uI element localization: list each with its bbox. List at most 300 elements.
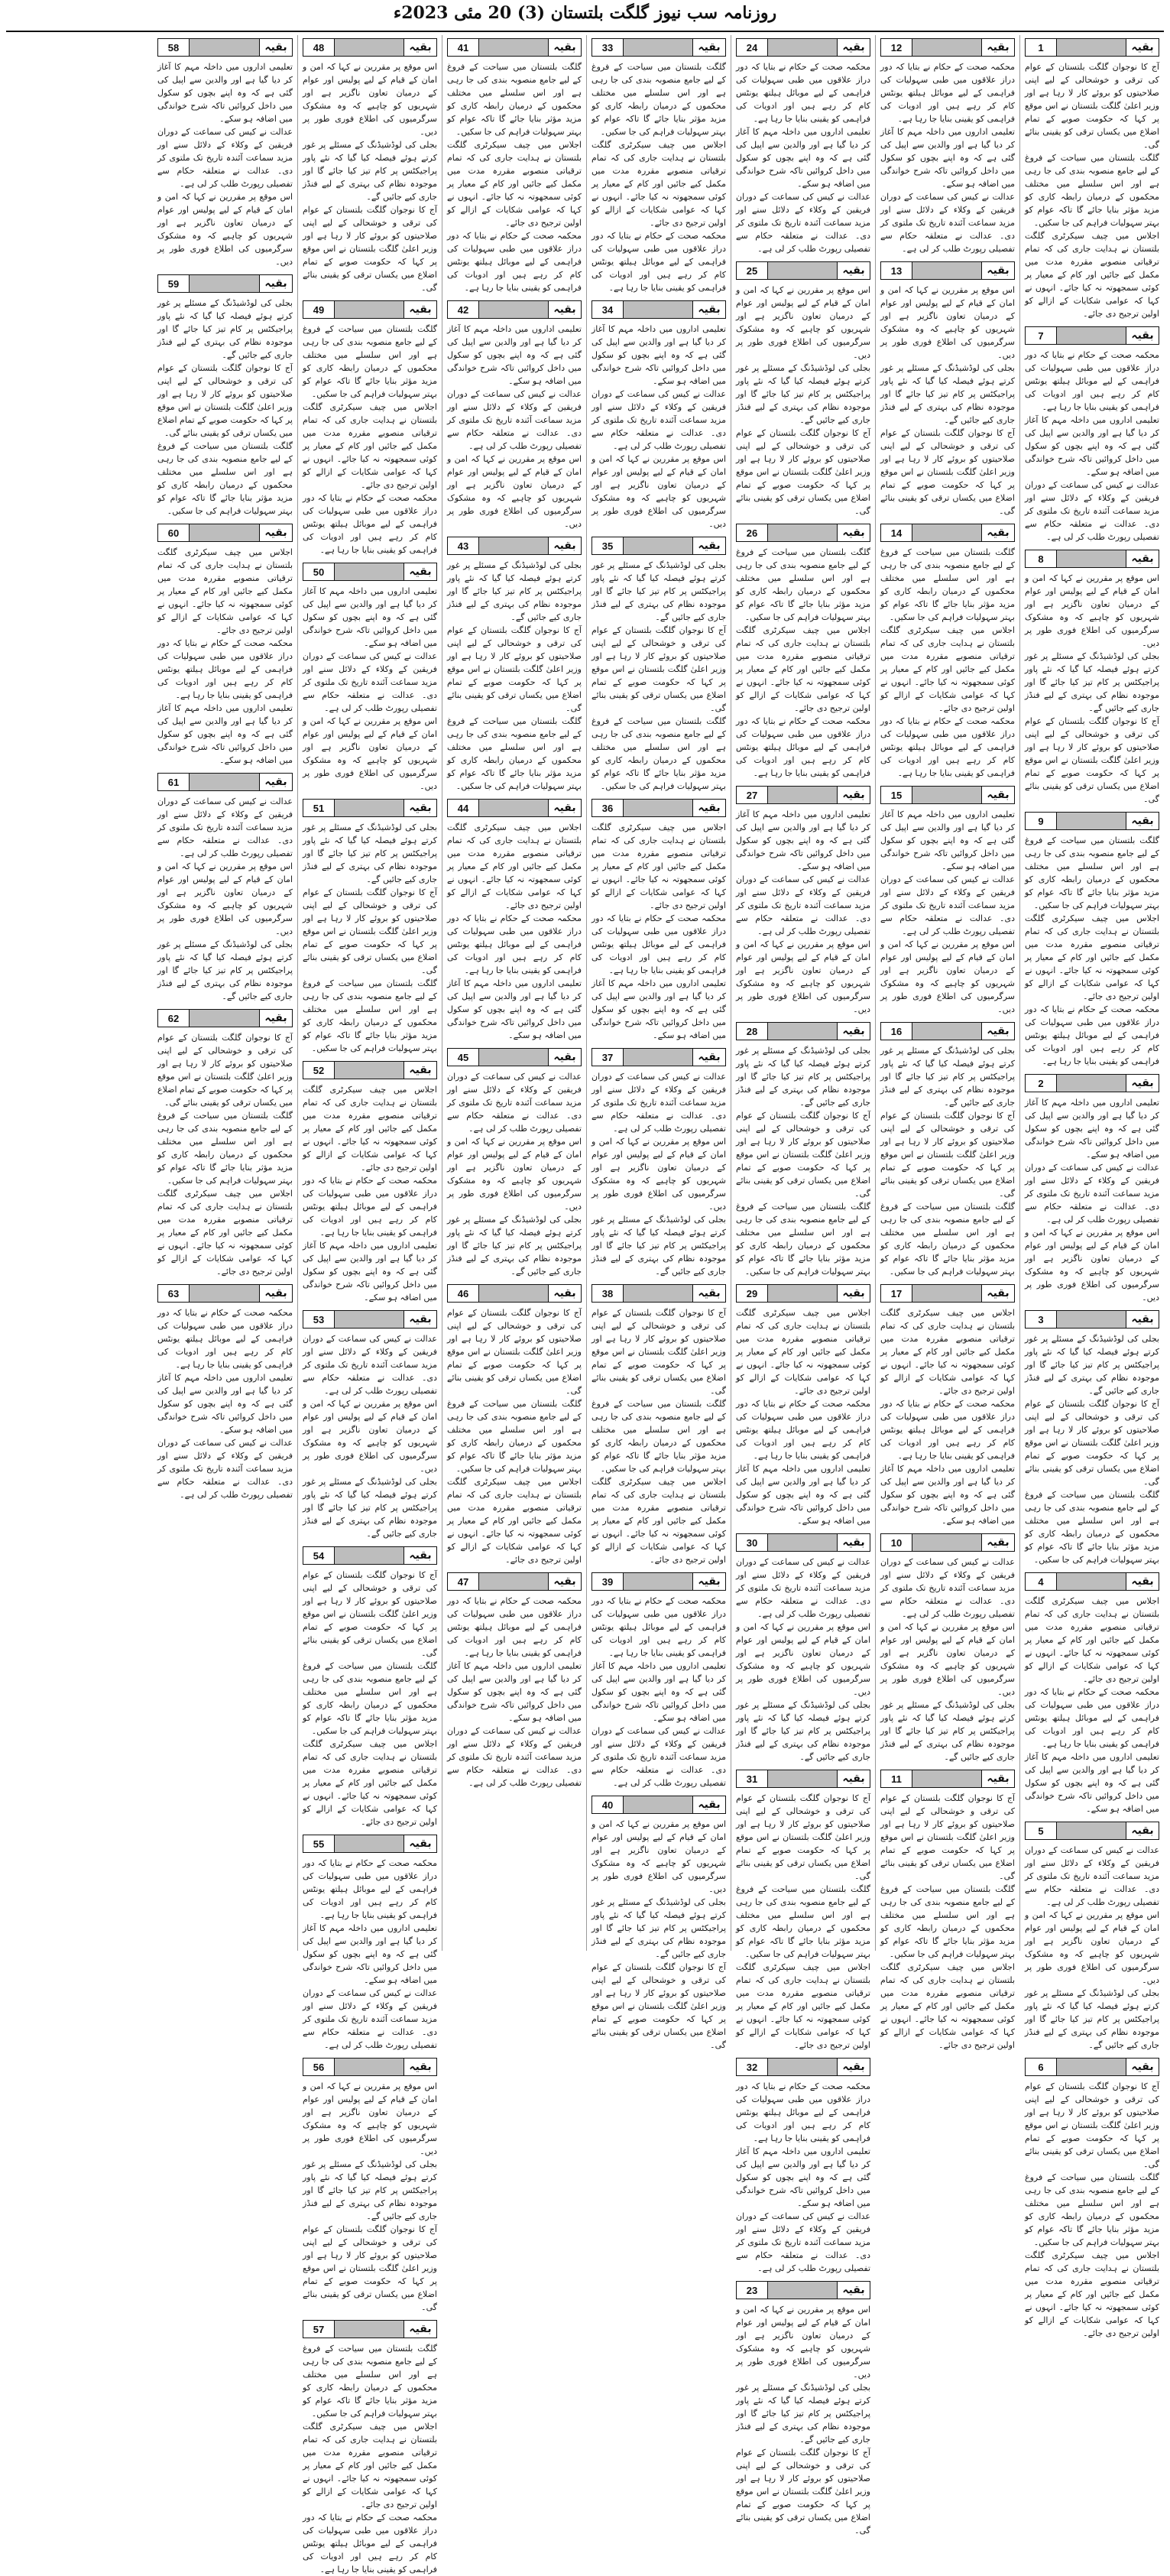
continuation-word: بقیہ bbox=[404, 800, 436, 816]
article-text: گلگت بلتستان میں سیاحت کے فروغ کے لیے جامع منصوبہ بندی کی جا رہی ہے اور اس سلسلے میں مختلف محکموں کے درمیان رابطہ کاری کو مزید مؤثر بنایا جائے گا تاکہ عوام کو بہتر سہولیات فراہم کی جا سکیں۔ bbox=[591, 1399, 726, 1474]
continuation-item bbox=[157, 524, 293, 767]
article-text: تعلیمی اداروں میں داخلہ مہم کا آغاز کر دیا گیا ہے اور والدین سے اپیل کی گئی ہے کہ وہ اپنے بچوں کو سکول میں داخل کروائیں تاکہ شرح خواندگی میں اضافہ ہو سکے۔ bbox=[1025, 1098, 1159, 1160]
continuation-number: 25 bbox=[737, 262, 768, 279]
continuation-number: 5 bbox=[1026, 1822, 1057, 1839]
article-text: اس موقع پر مقررین نے کہا کہ امن و امان کے قیام کے لیے پولیس اور عوام کے درمیان تعاون ناگزیر ہے اور شہریوں کو چاہیے کہ وہ مشکوک سرگرمیوں کی اطلاع فوری طور پر دیں۔ bbox=[736, 285, 870, 360]
article-text: بجلی کی لوڈشیڈنگ کے مسئلے پر غور کرتے ہوئے فیصلہ کیا گیا کہ نئے پاور پراجیکٹس پر کام تیز کیا جائے گا اور موجودہ نظام کی بہتری کے لیے فنڈز جاری کیے جائیں گے۔ bbox=[736, 2383, 870, 2445]
continuation-item bbox=[591, 1572, 726, 1789]
continuation-word: بقیہ bbox=[981, 1534, 1014, 1551]
article-text: گلگت بلتستان میں سیاحت کے فروغ کے لیے جامع منصوبہ بندی کی جا رہی ہے اور اس سلسلے میں مختلف محکموں کے درمیان رابطہ کاری کو مزید مؤثر بنایا جائے گا تاکہ عوام کو بہتر سہولیات فراہم کی جا سکیں۔ bbox=[736, 1884, 870, 1959]
continuation-number: 38 bbox=[592, 1285, 624, 1302]
article-text: آج کا نوجوان گلگت بلتستان کے عوام کی ترقی و خوشحالی کے لیے اپنی صلاحیتوں کو بروئے کار لا رہا ہے اور وزیر اعلیٰ گلگت بلتستان نے اس موقع پر کہا کہ حکومت صوبے کے تمام اضلاع میں یکساں ترقی کو یقینی بنائے گی۔ bbox=[736, 1793, 870, 1881]
continuation-item bbox=[303, 1546, 437, 1828]
continuation-word: بقیہ bbox=[837, 1770, 870, 1787]
continuation-number: 13 bbox=[881, 262, 912, 279]
continuation-number: 8 bbox=[1026, 550, 1057, 567]
article-text: محکمہ صحت کے حکام نے بتایا کہ دور دراز علاقوں میں طبی سہولیات کی فراہمی کے لیے موبائل ہیلتھ یونٹس کام کر رہے ہیں اور ادویات کی فراہمی کو یقینی بنایا جا رہا ہے۔ bbox=[736, 1399, 870, 1461]
column-6 bbox=[297, 35, 442, 2574]
continuation-word: بقیہ bbox=[259, 275, 292, 292]
continuation-item bbox=[1025, 1572, 1159, 1815]
continuation-word: بقیہ bbox=[981, 1023, 1014, 1040]
article-text: اس موقع پر مقررین نے کہا کہ امن و امان کے قیام کے لیے پولیس اور عوام کے درمیان تعاون ناگزیر ہے اور شہریوں کو چاہیے کہ وہ مشکوک سرگرمیوں کی اطلاع فوری طور پر دیں۔ bbox=[1025, 1910, 1159, 1985]
article-text: آج کا نوجوان گلگت بلتستان کے عوام کی ترقی و خوشحالی کے لیے اپنی صلاحیتوں کو بروئے کار لا رہا ہے اور وزیر اعلیٰ گلگت بلتستان نے اس موقع پر کہا کہ حکومت صوبے کے تمام اضلاع میں یکساں ترقی کو یقینی بنائے گی۔ bbox=[880, 1111, 1015, 1199]
article-text: گلگت بلتستان میں سیاحت کے فروغ کے لیے جامع منصوبہ بندی کی جا رہی ہے اور اس سلسلے میں مختلف محکموں کے درمیان رابطہ کاری کو مزید مؤثر بنایا جائے گا تاکہ عوام کو بہتر سہولیات فراہم کی جا سکیں۔ bbox=[880, 1202, 1015, 1277]
article-text: تعلیمی اداروں میں داخلہ مہم کا آغاز کر دیا گیا ہے اور والدین سے اپیل کی گئی ہے کہ وہ اپنے بچوں کو سکول میں داخل کروائیں تاکہ شرح خواندگی میں اضافہ ہو سکے۔ bbox=[1025, 1752, 1159, 1814]
continuation-number: 61 bbox=[158, 774, 190, 790]
article-text: گلگت بلتستان میں سیاحت کے فروغ کے لیے جامع منصوبہ بندی کی جا رہی ہے اور اس سلسلے میں مختلف محکموں کے درمیان رابطہ کاری کو مزید مؤثر بنایا جائے گا تاکہ عوام کو بہتر سہولیات فراہم کی جا سکیں۔ bbox=[591, 716, 726, 791]
continuation-item bbox=[591, 1284, 726, 1566]
label-shade-bar bbox=[335, 1062, 404, 1079]
article-text: تعلیمی اداروں میں داخلہ مہم کا آغاز کر دیا گیا ہے اور والدین سے اپیل کی گئی ہے کہ وہ اپنے بچوں کو سکول میں داخل کروائیں تاکہ شرح خواندگی میں اضافہ ہو سکے۔ bbox=[880, 809, 1015, 871]
article-text: گلگت بلتستان میں سیاحت کے فروغ کے لیے جامع منصوبہ بندی کی جا رہی ہے اور اس سلسلے میں مختلف محکموں کے درمیان رابطہ کاری کو مزید مؤثر بنایا جائے گا تاکہ عوام کو بہتر سہولیات فراہم کی جا سکیں۔ bbox=[736, 547, 870, 622]
continuation-label bbox=[880, 524, 1015, 542]
article-text: گلگت بلتستان میں سیاحت کے فروغ کے لیے جامع منصوبہ بندی کی جا رہی ہے اور اس سلسلے میں مختلف محکموں کے درمیان رابطہ کاری کو مزید مؤثر بنایا جائے گا تاکہ عوام کو بہتر سہولیات فراہم کی جا سکیں۔ bbox=[447, 716, 582, 791]
continuation-number: 3 bbox=[1026, 1311, 1057, 1328]
continuation-item bbox=[591, 799, 726, 1042]
continuation-word: بقیہ bbox=[404, 1547, 436, 1564]
label-shade-bar bbox=[624, 301, 692, 318]
label-shade-bar bbox=[479, 800, 548, 816]
continuation-word: بقیہ bbox=[837, 39, 870, 56]
article-text: عدالت نے کیس کی سماعت کے دوران فریقین کے وکلاء کے دلائل سنے اور مزید سماعت آئندہ تاریخ تک ملتوی کر دی۔ عدالت نے متعلقہ حکام سے تفصیلی رپورٹ طلب کر لی ہے۔ bbox=[157, 796, 293, 858]
continuation-number: 45 bbox=[448, 1049, 479, 1066]
label-shade-bar bbox=[624, 1573, 692, 1590]
continuation-item bbox=[591, 1796, 726, 2052]
continuation-word: بقیہ bbox=[692, 1049, 725, 1066]
continuation-word: بقیہ bbox=[692, 537, 725, 554]
article-text: تعلیمی اداروں میں داخلہ مہم کا آغاز کر دیا گیا ہے اور والدین سے اپیل کی گئی ہے کہ وہ اپنے بچوں کو سکول میں داخل کروائیں تاکہ شرح خواندگی میں اضافہ ہو سکے۔ bbox=[157, 703, 293, 765]
continuation-word: بقیہ bbox=[259, 1010, 292, 1027]
continuation-item bbox=[736, 38, 870, 255]
continuation-word: بقیہ bbox=[692, 1796, 725, 1813]
article-text: عدالت نے کیس کی سماعت کے دوران فریقین کے وکلاء کے دلائل سنے اور مزید سماعت آئندہ تاریخ تک ملتوی کر دی۔ عدالت نے متعلقہ حکام سے تفصیلی رپورٹ طلب کر لی ہے۔ bbox=[447, 389, 582, 451]
continuation-word: بقیہ bbox=[692, 800, 725, 816]
label-shade-bar bbox=[1057, 1311, 1126, 1328]
article-text: گلگت بلتستان میں سیاحت کے فروغ کے لیے جامع منصوبہ بندی کی جا رہی ہے اور اس سلسلے میں مختلف محکموں کے درمیان رابطہ کاری کو مزید مؤثر بنایا جائے گا تاکہ عوام کو بہتر سہولیات فراہم کی جا سکیں۔ bbox=[1025, 2172, 1159, 2247]
continuation-label bbox=[303, 2058, 437, 2076]
article-text: تعلیمی اداروں میں داخلہ مہم کا آغاز کر دیا گیا ہے اور والدین سے اپیل کی گئی ہے کہ وہ اپنے بچوں کو سکول میں داخل کروائیں تاکہ شرح خواندگی میں اضافہ ہو سکے۔ bbox=[303, 586, 437, 648]
article-text: تعلیمی اداروں میں داخلہ مہم کا آغاز کر دیا گیا ہے اور والدین سے اپیل کی گئی ہے کہ وہ اپنے بچوں کو سکول میں داخل کروائیں تاکہ شرح خواندگی میں اضافہ ہو سکے۔ bbox=[303, 1923, 437, 1985]
article-text: عدالت نے کیس کی سماعت کے دوران فریقین کے وکلاء کے دلائل سنے اور مزید سماعت آئندہ تاریخ تک ملتوی کر دی۔ عدالت نے متعلقہ حکام سے تفصیلی رپورٹ طلب کر لی ہے۔ bbox=[303, 1334, 437, 1396]
label-shade-bar bbox=[912, 1770, 981, 1787]
continuation-number: 34 bbox=[592, 301, 624, 318]
label-shade-bar bbox=[1057, 550, 1126, 567]
continuation-item bbox=[303, 300, 437, 556]
continuation-word: بقیہ bbox=[837, 787, 870, 803]
continuation-number: 14 bbox=[881, 524, 912, 541]
continuation-item bbox=[1025, 38, 1159, 320]
article-text: محکمہ صحت کے حکام نے بتایا کہ دور دراز علاقوں میں طبی سہولیات کی فراہمی کے لیے موبائل ہیلتھ یونٹس کام کر رہے ہیں اور ادویات کی فراہمی کو یقینی بنایا جا رہا ہے۔ bbox=[303, 1176, 437, 1238]
article-text: اجلاس میں چیف سیکرٹری گلگت بلتستان نے ہدایت جاری کی کہ تمام ترقیاتی منصوبے مقررہ مدت میں مکمل کیے جائیں اور کام کے معیار پر کوئی سمجھوتہ نہ کیا جائے۔ انہوں نے کہا کہ عوامی شکایات کے ازالے کو اولین ترجیح دی جائے۔ bbox=[880, 1308, 1015, 1396]
article-text: محکمہ صحت کے حکام نے بتایا کہ دور دراز علاقوں میں طبی سہولیات کی فراہمی کے لیے موبائل ہیلتھ یونٹس کام کر رہے ہیں اور ادویات کی فراہمی کو یقینی بنایا جا رہا ہے۔ bbox=[1025, 1687, 1159, 1749]
continuation-number: 29 bbox=[737, 1285, 768, 1302]
article-text: اجلاس میں چیف سیکرٹری گلگت بلتستان نے ہدایت جاری کی کہ تمام ترقیاتی منصوبے مقررہ مدت میں مکمل کیے جائیں اور کام کے معیار پر کوئی سمجھوتہ نہ کیا جائے۔ انہوں نے کہا کہ عوامی شکایات کے ازالے کو اولین ترجیح دی جائے۔ bbox=[157, 1189, 293, 1277]
article-text: تعلیمی اداروں میں داخلہ مہم کا آغاز کر دیا گیا ہے اور والدین سے اپیل کی گئی ہے کہ وہ اپنے بچوں کو سکول میں داخل کروائیں تاکہ شرح خواندگی میں اضافہ ہو سکے۔ bbox=[1025, 415, 1159, 477]
continuation-item bbox=[447, 799, 582, 1042]
continuation-label bbox=[303, 38, 437, 57]
continuation-label bbox=[157, 1284, 293, 1303]
continuation-item bbox=[880, 38, 1015, 255]
label-shade-bar bbox=[768, 2059, 837, 2075]
continuation-item bbox=[1025, 1310, 1159, 1566]
article-text: بجلی کی لوڈشیڈنگ کے مسئلے پر غور کرتے ہوئے فیصلہ کیا گیا کہ نئے پاور پراجیکٹس پر کام تیز کیا جائے گا اور موجودہ نظام کی بہتری کے لیے فنڈز جاری کیے جائیں گے۔ bbox=[303, 2159, 437, 2221]
label-shade-bar bbox=[479, 1285, 548, 1302]
label-shade-bar bbox=[1057, 1822, 1126, 1839]
label-shade-bar bbox=[335, 1835, 404, 1852]
label-shade-bar bbox=[190, 1010, 259, 1027]
article-text: عدالت نے کیس کی سماعت کے دوران فریقین کے وکلاء کے دلائل سنے اور مزید سماعت آئندہ تاریخ تک ملتوی کر دی۔ عدالت نے متعلقہ حکام سے تفصیلی رپورٹ طلب کر لی ہے۔ bbox=[736, 192, 870, 254]
article-text: عدالت نے کیس کی سماعت کے دوران فریقین کے وکلاء کے دلائل سنے اور مزید سماعت آئندہ تاریخ تک ملتوی کر دی۔ عدالت نے متعلقہ حکام سے تفصیلی رپورٹ طلب کر لی ہے۔ bbox=[303, 651, 437, 713]
article-text: اجلاس میں چیف سیکرٹری گلگت بلتستان نے ہدایت جاری کی کہ تمام ترقیاتی منصوبے مقررہ مدت میں مکمل کیے جائیں اور کام کے معیار پر کوئی سمجھوتہ نہ کیا جائے۔ انہوں نے کہا کہ عوامی شکایات کے ازالے کو اولین ترجیح دی جائے۔ bbox=[736, 1962, 870, 2050]
continuation-label bbox=[591, 38, 726, 57]
article-text: گلگت بلتستان میں سیاحت کے فروغ کے لیے جامع منصوبہ بندی کی جا رہی ہے اور اس سلسلے میں مختلف محکموں کے درمیان رابطہ کاری کو مزید مؤثر بنایا جائے گا تاکہ عوام کو بہتر سہولیات فراہم کی جا سکیں۔ bbox=[303, 324, 437, 399]
label-shade-bar bbox=[335, 2321, 404, 2338]
continuation-item bbox=[1025, 1822, 1159, 2052]
article-text: اجلاس میں چیف سیکرٹری گلگت بلتستان نے ہدایت جاری کی کہ تمام ترقیاتی منصوبے مقررہ مدت میں مکمل کیے جائیں اور کام کے معیار پر کوئی سمجھوتہ نہ کیا جائے۔ انہوں نے کہا کہ عوامی شکایات کے ازالے کو اولین ترجیح دی جائے۔ bbox=[880, 1962, 1015, 2050]
article-text: گلگت بلتستان میں سیاحت کے فروغ کے لیے جامع منصوبہ بندی کی جا رہی ہے اور اس سلسلے میں مختلف محکموں کے درمیان رابطہ کاری کو مزید مؤثر بنایا جائے گا تاکہ عوام کو بہتر سہولیات فراہم کی جا سکیں۔ bbox=[447, 1399, 582, 1474]
article-text: بجلی کی لوڈشیڈنگ کے مسئلے پر غور کرتے ہوئے فیصلہ کیا گیا کہ نئے پاور پراجیکٹس پر کام تیز کیا جائے گا اور موجودہ نظام کی بہتری کے لیے فنڈز جاری کیے جائیں گے۔ bbox=[880, 1700, 1015, 1762]
article-text: اس موقع پر مقررین نے کہا کہ امن و امان کے قیام کے لیے پولیس اور عوام کے درمیان تعاون ناگزیر ہے اور شہریوں کو چاہیے کہ وہ مشکوک سرگرمیوں کی اطلاع فوری طور پر دیں۔ bbox=[157, 861, 293, 936]
continuation-word: بقیہ bbox=[1126, 1573, 1159, 1590]
article-text: بجلی کی لوڈشیڈنگ کے مسئلے پر غور کرتے ہوئے فیصلہ کیا گیا کہ نئے پاور پراجیکٹس پر کام تیز کیا جائے گا اور موجودہ نظام کی بہتری کے لیے فنڈز جاری کیے جائیں گے۔ bbox=[303, 822, 437, 884]
article-text: گلگت بلتستان میں سیاحت کے فروغ کے لیے جامع منصوبہ بندی کی جا رہی ہے اور اس سلسلے میں مختلف محکموں کے درمیان رابطہ کاری کو مزید مؤثر بنایا جائے گا تاکہ عوام کو بہتر سہولیات فراہم کی جا سکیں۔ bbox=[880, 1884, 1015, 1959]
continuation-word: بقیہ bbox=[1126, 1822, 1159, 1839]
article-text: بجلی کی لوڈشیڈنگ کے مسئلے پر غور کرتے ہوئے فیصلہ کیا گیا کہ نئے پاور پراجیکٹس پر کام تیز کیا جائے گا اور موجودہ نظام کی بہتری کے لیے فنڈز جاری کیے جائیں گے۔ bbox=[303, 140, 437, 202]
article-text: اجلاس میں چیف سیکرٹری گلگت بلتستان نے ہدایت جاری کی کہ تمام ترقیاتی منصوبے مقررہ مدت میں مکمل کیے جائیں اور کام کے معیار پر کوئی سمجھوتہ نہ کیا جائے۔ انہوں نے کہا کہ عوامی شکایات کے ازالے کو اولین ترجیح دی جائے۔ bbox=[447, 1477, 582, 1565]
continuation-word: بقیہ bbox=[981, 524, 1014, 541]
article-text: اجلاس میں چیف سیکرٹری گلگت بلتستان نے ہدایت جاری کی کہ تمام ترقیاتی منصوبے مقررہ مدت میں مکمل کیے جائیں اور کام کے معیار پر کوئی سمجھوتہ نہ کیا جائے۔ انہوں نے کہا کہ عوامی شکایات کے ازالے کو اولین ترجیح دی جائے۔ bbox=[447, 140, 582, 228]
column-4 bbox=[586, 35, 731, 2050]
label-shade-bar bbox=[335, 2059, 404, 2075]
article-text: عدالت نے کیس کی سماعت کے دوران فریقین کے وکلاء کے دلائل سنے اور مزید سماعت آئندہ تاریخ تک ملتوی کر دی۔ عدالت نے متعلقہ حکام سے تفصیلی رپورٹ طلب کر لی ہے۔ bbox=[736, 1557, 870, 1619]
continuation-word: بقیہ bbox=[1126, 1075, 1159, 1092]
article-text: اس موقع پر مقررین نے کہا کہ امن و امان کے قیام کے لیے پولیس اور عوام کے درمیان تعاون ناگزیر ہے اور شہریوں کو چاہیے کہ وہ مشکوک سرگرمیوں کی اطلاع فوری طور پر دیں۔ bbox=[1025, 573, 1159, 648]
continuation-word: بقیہ bbox=[837, 2282, 870, 2299]
article-text: آج کا نوجوان گلگت بلتستان کے عوام کی ترقی و خوشحالی کے لیے اپنی صلاحیتوں کو بروئے کار لا رہا ہے اور وزیر اعلیٰ گلگت بلتستان نے اس موقع پر کہا کہ حکومت صوبے کے تمام اضلاع میں یکساں ترقی کو یقینی بنائے گی۔ bbox=[303, 205, 437, 293]
continuation-number: 47 bbox=[448, 1573, 479, 1590]
continuation-number: 63 bbox=[158, 1285, 190, 1302]
article-text: آج کا نوجوان گلگت بلتستان کے عوام کی ترقی و خوشحالی کے لیے اپنی صلاحیتوں کو بروئے کار لا رہا ہے اور وزیر اعلیٰ گلگت بلتستان نے اس موقع پر کہا کہ حکومت صوبے کے تمام اضلاع میں یکساں ترقی کو یقینی بنائے گی۔ bbox=[303, 1570, 437, 1658]
continuation-number: 7 bbox=[1026, 327, 1057, 344]
continuation-item bbox=[1025, 1074, 1159, 1304]
continuation-number: 46 bbox=[448, 1285, 479, 1302]
continuation-label bbox=[736, 786, 870, 804]
continuation-item bbox=[447, 537, 582, 793]
article-text: محکمہ صحت کے حکام نے بتایا کہ دور دراز علاقوں میں طبی سہولیات کی فراہمی کے لیے موبائل ہیلتھ یونٹس کام کر رہے ہیں اور ادویات کی فراہمی کو یقینی بنایا جا رہا ہے۔ bbox=[447, 231, 582, 293]
continuation-number: 51 bbox=[303, 800, 335, 816]
continuation-number: 24 bbox=[737, 39, 768, 56]
article-text: اس موقع پر مقررین نے کہا کہ امن و امان کے قیام کے لیے پولیس اور عوام کے درمیان تعاون ناگزیر ہے اور شہریوں کو چاہیے کہ وہ مشکوک سرگرمیوں کی اطلاع فوری طور پر دیں۔ bbox=[591, 1137, 726, 1212]
label-shade-bar bbox=[335, 39, 404, 56]
continuation-number: 26 bbox=[737, 524, 768, 541]
continuation-label bbox=[447, 1048, 582, 1066]
continuation-word: بقیہ bbox=[259, 39, 292, 56]
article-text: عدالت نے کیس کی سماعت کے دوران فریقین کے وکلاء کے دلائل سنے اور مزید سماعت آئندہ تاریخ تک ملتوی کر دی۔ عدالت نے متعلقہ حکام سے تفصیلی رپورٹ طلب کر لی ہے۔ bbox=[447, 1072, 582, 1134]
continuation-item bbox=[303, 1835, 437, 2052]
article-text: اس موقع پر مقررین نے کہا کہ امن و امان کے قیام کے لیے پولیس اور عوام کے درمیان تعاون ناگزیر ہے اور شہریوں کو چاہیے کہ وہ مشکوک سرگرمیوں کی اطلاع فوری طور پر دیں۔ bbox=[303, 2081, 437, 2156]
label-shade-bar bbox=[335, 800, 404, 816]
continuation-item bbox=[736, 524, 870, 780]
label-shade-bar bbox=[1057, 39, 1126, 56]
continuation-word: بقیہ bbox=[259, 1285, 292, 1302]
continuation-number: 6 bbox=[1026, 2059, 1057, 2075]
continuation-label bbox=[303, 300, 437, 319]
continuation-number: 15 bbox=[881, 787, 912, 803]
continuation-item bbox=[736, 1533, 870, 1763]
label-shade-bar bbox=[912, 1023, 981, 1040]
continuation-word: بقیہ bbox=[548, 800, 581, 816]
article-text: آج کا نوجوان گلگت بلتستان کے عوام کی ترقی و خوشحالی کے لیے اپنی صلاحیتوں کو بروئے کار لا رہا ہے اور وزیر اعلیٰ گلگت بلتستان نے اس موقع پر کہا کہ حکومت صوبے کے تمام اضلاع میں یکساں ترقی کو یقینی بنائے گی۔ bbox=[736, 2448, 870, 2535]
continuation-word: بقیہ bbox=[981, 787, 1014, 803]
continuation-item bbox=[303, 38, 437, 294]
article-text: آج کا نوجوان گلگت بلتستان کے عوام کی ترقی و خوشحالی کے لیے اپنی صلاحیتوں کو بروئے کار لا رہا ہے اور وزیر اعلیٰ گلگت بلتستان نے اس موقع پر کہا کہ حکومت صوبے کے تمام اضلاع میں یکساں ترقی کو یقینی بنائے گی۔ bbox=[303, 2224, 437, 2312]
label-shade-bar bbox=[479, 1573, 548, 1590]
article-text: آج کا نوجوان گلگت بلتستان کے عوام کی ترقی و خوشحالی کے لیے اپنی صلاحیتوں کو بروئے کار لا رہا ہے اور وزیر اعلیٰ گلگت بلتستان نے اس موقع پر کہا کہ حکومت صوبے کے تمام اضلاع میں یکساں ترقی کو یقینی بنائے گی۔ bbox=[1025, 62, 1159, 150]
continuation-item bbox=[591, 38, 726, 294]
continuation-label bbox=[736, 261, 870, 280]
continuation-number: 48 bbox=[303, 39, 335, 56]
article-text: بجلی کی لوڈشیڈنگ کے مسئلے پر غور کرتے ہوئے فیصلہ کیا گیا کہ نئے پاور پراجیکٹس پر کام تیز کیا جائے گا اور موجودہ نظام کی بہتری کے لیے فنڈز جاری کیے جائیں گے۔ bbox=[591, 560, 726, 622]
article-text: اجلاس میں چیف سیکرٹری گلگت بلتستان نے ہدایت جاری کی کہ تمام ترقیاتی منصوبے مقررہ مدت میں مکمل کیے جائیں اور کام کے معیار پر کوئی سمجھوتہ نہ کیا جائے۔ انہوں نے کہا کہ عوامی شکایات کے ازالے کو اولین ترجیح دی جائے۔ bbox=[1025, 231, 1159, 319]
article-text: بجلی کی لوڈشیڈنگ کے مسئلے پر غور کرتے ہوئے فیصلہ کیا گیا کہ نئے پاور پراجیکٹس پر کام تیز کیا جائے گا اور موجودہ نظام کی بہتری کے لیے فنڈز جاری کیے جائیں گے۔ bbox=[157, 939, 293, 1001]
article-text: عدالت نے کیس کی سماعت کے دوران فریقین کے وکلاء کے دلائل سنے اور مزید سماعت آئندہ تاریخ تک ملتوی کر دی۔ عدالت نے متعلقہ حکام سے تفصیلی رپورٹ طلب کر لی ہے۔ bbox=[880, 874, 1015, 936]
article-text: محکمہ صحت کے حکام نے بتایا کہ دور دراز علاقوں میں طبی سہولیات کی فراہمی کے لیے موبائل ہیلتھ یونٹس کام کر رہے ہیں اور ادویات کی فراہمی کو یقینی بنایا جا رہا ہے۔ bbox=[447, 913, 582, 975]
label-shade-bar bbox=[768, 1534, 837, 1551]
continuation-number: 62 bbox=[158, 1010, 190, 1027]
continuation-label bbox=[303, 1061, 437, 1079]
continuation-number: 59 bbox=[158, 275, 190, 292]
article-text: تعلیمی اداروں میں داخلہ مہم کا آغاز کر دیا گیا ہے اور والدین سے اپیل کی گئی ہے کہ وہ اپنے بچوں کو سکول میں داخل کروائیں تاکہ شرح خواندگی میں اضافہ ہو سکے۔ bbox=[157, 62, 293, 124]
article-text: گلگت بلتستان میں سیاحت کے فروغ کے لیے جامع منصوبہ بندی کی جا رہی ہے اور اس سلسلے میں مختلف محکموں کے درمیان رابطہ کاری کو مزید مؤثر بنایا جائے گا تاکہ عوام کو بہتر سہولیات فراہم کی جا سکیں۔ bbox=[880, 547, 1015, 622]
label-shade-bar bbox=[768, 1285, 837, 1302]
continuation-word: بقیہ bbox=[404, 1062, 436, 1079]
article-text: آج کا نوجوان گلگت بلتستان کے عوام کی ترقی و خوشحالی کے لیے اپنی صلاحیتوں کو بروئے کار لا رہا ہے اور وزیر اعلیٰ گلگت بلتستان نے اس موقع پر کہا کہ حکومت صوبے کے تمام اضلاع میں یکساں ترقی کو یقینی بنائے گی۔ bbox=[591, 1962, 726, 2050]
continuation-word: بقیہ bbox=[404, 301, 436, 318]
continuation-label bbox=[591, 1572, 726, 1591]
masthead-rule bbox=[6, 31, 1164, 32]
continuation-label bbox=[303, 799, 437, 817]
label-shade-bar bbox=[624, 39, 692, 56]
article-text: اس موقع پر مقررین نے کہا کہ امن و امان کے قیام کے لیے پولیس اور عوام کے درمیان تعاون ناگزیر ہے اور شہریوں کو چاہیے کہ وہ مشکوک سرگرمیوں کی اطلاع فوری طور پر دیں۔ bbox=[157, 192, 293, 267]
article-text: گلگت بلتستان میں سیاحت کے فروغ کے لیے جامع منصوبہ بندی کی جا رہی ہے اور اس سلسلے میں مختلف محکموں کے درمیان رابطہ کاری کو مزید مؤثر بنایا جائے گا تاکہ عوام کو بہتر سہولیات فراہم کی جا سکیں۔ bbox=[157, 441, 293, 516]
label-shade-bar bbox=[912, 1285, 981, 1302]
continuation-word: بقیہ bbox=[1126, 550, 1159, 567]
continuation-item bbox=[303, 2320, 437, 2576]
continuation-label bbox=[447, 537, 582, 555]
article-text: آج کا نوجوان گلگت بلتستان کے عوام کی ترقی و خوشحالی کے لیے اپنی صلاحیتوں کو بروئے کار لا رہا ہے اور وزیر اعلیٰ گلگت بلتستان نے اس موقع پر کہا کہ حکومت صوبے کے تمام اضلاع میں یکساں ترقی کو یقینی بنائے گی۔ bbox=[880, 1793, 1015, 1881]
continuation-number: 53 bbox=[303, 1311, 335, 1328]
continuation-number: 43 bbox=[448, 537, 479, 554]
label-shade-bar bbox=[624, 1049, 692, 1066]
continuation-number: 42 bbox=[448, 301, 479, 318]
continuation-label bbox=[591, 1796, 726, 1814]
continuation-word: بقیہ bbox=[548, 301, 581, 318]
continuation-word: بقیہ bbox=[981, 262, 1014, 279]
continuation-item bbox=[736, 1022, 870, 1278]
continuation-number: 9 bbox=[1026, 813, 1057, 829]
article-text: عدالت نے کیس کی سماعت کے دوران فریقین کے وکلاء کے دلائل سنے اور مزید سماعت آئندہ تاریخ تک ملتوی کر دی۔ عدالت نے متعلقہ حکام سے تفصیلی رپورٹ طلب کر لی ہے۔ bbox=[157, 1438, 293, 1500]
continuation-word: بقیہ bbox=[1126, 2059, 1159, 2075]
label-shade-bar bbox=[479, 39, 548, 56]
label-shade-bar bbox=[912, 262, 981, 279]
article-text: تعلیمی اداروں میں داخلہ مہم کا آغاز کر دیا گیا ہے اور والدین سے اپیل کی گئی ہے کہ وہ اپنے بچوں کو سکول میں داخل کروائیں تاکہ شرح خواندگی میں اضافہ ہو سکے۔ bbox=[157, 1373, 293, 1435]
continuation-item bbox=[880, 1022, 1015, 1278]
label-shade-bar bbox=[624, 1285, 692, 1302]
continuation-number: 23 bbox=[737, 2282, 768, 2299]
continuation-label bbox=[1025, 38, 1159, 57]
continuation-label bbox=[591, 799, 726, 817]
continuation-word: بقیہ bbox=[692, 39, 725, 56]
article-text: تعلیمی اداروں میں داخلہ مہم کا آغاز کر دیا گیا ہے اور والدین سے اپیل کی گئی ہے کہ وہ اپنے بچوں کو سکول میں داخل کروائیں تاکہ شرح خواندگی میں اضافہ ہو سکے۔ bbox=[880, 1464, 1015, 1526]
continuation-word: بقیہ bbox=[548, 1049, 581, 1066]
article-text: آج کا نوجوان گلگت بلتستان کے عوام کی ترقی و خوشحالی کے لیے اپنی صلاحیتوں کو بروئے کار لا رہا ہے اور وزیر اعلیٰ گلگت بلتستان نے اس موقع پر کہا کہ حکومت صوبے کے تمام اضلاع میں یکساں ترقی کو یقینی بنائے گی۔ bbox=[591, 1308, 726, 1396]
article-text: آج کا نوجوان گلگت بلتستان کے عوام کی ترقی و خوشحالی کے لیے اپنی صلاحیتوں کو بروئے کار لا رہا ہے اور وزیر اعلیٰ گلگت بلتستان نے اس موقع پر کہا کہ حکومت صوبے کے تمام اضلاع میں یکساں ترقی کو یقینی بنائے گی۔ bbox=[591, 625, 726, 713]
continuation-label bbox=[880, 261, 1015, 280]
continuation-number: 44 bbox=[448, 800, 479, 816]
continuation-word: بقیہ bbox=[404, 39, 436, 56]
label-shade-bar bbox=[912, 1534, 981, 1551]
article-text: اس موقع پر مقررین نے کہا کہ امن و امان کے قیام کے لیے پولیس اور عوام کے درمیان تعاون ناگزیر ہے اور شہریوں کو چاہیے کہ وہ مشکوک سرگرمیوں کی اطلاع فوری طور پر دیں۔ bbox=[447, 1137, 582, 1212]
article-text: اجلاس میں چیف سیکرٹری گلگت بلتستان نے ہدایت جاری کی کہ تمام ترقیاتی منصوبے مقررہ مدت میں مکمل کیے جائیں اور کام کے معیار پر کوئی سمجھوتہ نہ کیا جائے۔ انہوں نے کہا کہ عوامی شکایات کے ازالے کو اولین ترجیح دی جائے۔ bbox=[303, 402, 437, 490]
label-shade-bar bbox=[912, 787, 981, 803]
continuation-number: 28 bbox=[737, 1023, 768, 1040]
article-text: محکمہ صحت کے حکام نے بتایا کہ دور دراز علاقوں میں طبی سہولیات کی فراہمی کے لیے موبائل ہیلتھ یونٹس کام کر رہے ہیں اور ادویات کی فراہمی کو یقینی بنایا جا رہا ہے۔ bbox=[736, 716, 870, 778]
article-text: اس موقع پر مقررین نے کہا کہ امن و امان کے قیام کے لیے پولیس اور عوام کے درمیان تعاون ناگزیر ہے اور شہریوں کو چاہیے کہ وہ مشکوک سرگرمیوں کی اطلاع فوری طور پر دیں۔ bbox=[303, 1399, 437, 1474]
continuation-label bbox=[880, 1533, 1015, 1552]
continuation-item bbox=[736, 1770, 870, 2052]
article-text: اجلاس میں چیف سیکرٹری گلگت بلتستان نے ہدایت جاری کی کہ تمام ترقیاتی منصوبے مقررہ مدت میں مکمل کیے جائیں اور کام کے معیار پر کوئی سمجھوتہ نہ کیا جائے۔ انہوں نے کہا کہ عوامی شکایات کے ازالے کو اولین ترجیح دی جائے۔ bbox=[736, 625, 870, 713]
continuation-word: بقیہ bbox=[404, 563, 436, 580]
article-text: محکمہ صحت کے حکام نے بتایا کہ دور دراز علاقوں میں طبی سہولیات کی فراہمی کے لیے موبائل ہیلتھ یونٹس کام کر رہے ہیں اور ادویات کی فراہمی کو یقینی بنایا جا رہا ہے۔ bbox=[880, 1399, 1015, 1461]
continuation-label bbox=[736, 1022, 870, 1040]
continuation-label bbox=[303, 1546, 437, 1565]
label-shade-bar bbox=[479, 537, 548, 554]
article-text: تعلیمی اداروں میں داخلہ مہم کا آغاز کر دیا گیا ہے اور والدین سے اپیل کی گئی ہے کہ وہ اپنے بچوں کو سکول میں داخل کروائیں تاکہ شرح خواندگی میں اضافہ ہو سکے۔ bbox=[591, 324, 726, 386]
column-1 bbox=[1019, 35, 1164, 2338]
article-text: عدالت نے کیس کی سماعت کے دوران فریقین کے وکلاء کے دلائل سنے اور مزید سماعت آئندہ تاریخ تک ملتوی کر دی۔ عدالت نے متعلقہ حکام سے تفصیلی رپورٹ طلب کر لی ہے۔ bbox=[880, 1557, 1015, 1619]
continuation-number: 16 bbox=[881, 1023, 912, 1040]
label-shade-bar bbox=[190, 1285, 259, 1302]
article-text: آج کا نوجوان گلگت بلتستان کے عوام کی ترقی و خوشحالی کے لیے اپنی صلاحیتوں کو بروئے کار لا رہا ہے اور وزیر اعلیٰ گلگت بلتستان نے اس موقع پر کہا کہ حکومت صوبے کے تمام اضلاع میں یکساں ترقی کو یقینی بنائے گی۔ bbox=[736, 428, 870, 516]
article-text: محکمہ صحت کے حکام نے بتایا کہ دور دراز علاقوں میں طبی سہولیات کی فراہمی کے لیے موبائل ہیلتھ یونٹس کام کر رہے ہیں اور ادویات کی فراہمی کو یقینی بنایا جا رہا ہے۔ bbox=[880, 62, 1015, 124]
continuation-label bbox=[1025, 2058, 1159, 2076]
article-text: گلگت بلتستان میں سیاحت کے فروغ کے لیے جامع منصوبہ بندی کی جا رہی ہے اور اس سلسلے میں مختلف محکموں کے درمیان رابطہ کاری کو مزید مؤثر بنایا جائے گا تاکہ عوام کو بہتر سہولیات فراہم کی جا سکیں۔ bbox=[1025, 153, 1159, 228]
continuation-item bbox=[303, 1061, 437, 1304]
article-text: اجلاس میں چیف سیکرٹری گلگت بلتستان نے ہدایت جاری کی کہ تمام ترقیاتی منصوبے مقررہ مدت میں مکمل کیے جائیں اور کام کے معیار پر کوئی سمجھوتہ نہ کیا جائے۔ انہوں نے کہا کہ عوامی شکایات کے ازالے کو اولین ترجیح دی جائے۔ bbox=[1025, 913, 1159, 1001]
article-text: بجلی کی لوڈشیڈنگ کے مسئلے پر غور کرتے ہوئے فیصلہ کیا گیا کہ نئے پاور پراجیکٹس پر کام تیز کیا جائے گا اور موجودہ نظام کی بہتری کے لیے فنڈز جاری کیے جائیں گے۔ bbox=[736, 1700, 870, 1762]
label-shade-bar bbox=[335, 301, 404, 318]
continuation-label bbox=[880, 38, 1015, 57]
continuation-word: بقیہ bbox=[259, 524, 292, 541]
continuation-item bbox=[303, 1310, 437, 1540]
continuation-number: 17 bbox=[881, 1285, 912, 1302]
continuation-label bbox=[591, 537, 726, 555]
continuation-label bbox=[736, 524, 870, 542]
continuation-word: بقیہ bbox=[259, 774, 292, 790]
article-text: عدالت نے کیس کی سماعت کے دوران فریقین کے وکلاء کے دلائل سنے اور مزید سماعت آئندہ تاریخ تک ملتوی کر دی۔ عدالت نے متعلقہ حکام سے تفصیلی رپورٹ طلب کر لی ہے۔ bbox=[591, 1072, 726, 1134]
continuation-word: بقیہ bbox=[981, 1285, 1014, 1302]
continuation-label bbox=[1025, 1572, 1159, 1591]
continuation-label bbox=[157, 773, 293, 791]
continuation-number: 10 bbox=[881, 1534, 912, 1551]
article-text: آج کا نوجوان گلگت بلتستان کے عوام کی ترقی و خوشحالی کے لیے اپنی صلاحیتوں کو بروئے کار لا رہا ہے اور وزیر اعلیٰ گلگت بلتستان نے اس موقع پر کہا کہ حکومت صوبے کے تمام اضلاع میں یکساں ترقی کو یقینی بنائے گی۔ bbox=[157, 363, 293, 438]
continuation-word: بقیہ bbox=[1126, 327, 1159, 344]
article-text: اس موقع پر مقررین نے کہا کہ امن و امان کے قیام کے لیے پولیس اور عوام کے درمیان تعاون ناگزیر ہے اور شہریوں کو چاہیے کہ وہ مشکوک سرگرمیوں کی اطلاع فوری طور پر دیں۔ bbox=[880, 939, 1015, 1014]
continuation-label bbox=[447, 38, 582, 57]
article-text: محکمہ صحت کے حکام نے بتایا کہ دور دراز علاقوں میں طبی سہولیات کی فراہمی کے لیے موبائل ہیلتھ یونٹس کام کر رہے ہیں اور ادویات کی فراہمی کو یقینی بنایا جا رہا ہے۔ bbox=[736, 62, 870, 124]
article-text: اس موقع پر مقررین نے کہا کہ امن و امان کے قیام کے لیے پولیس اور عوام کے درمیان تعاون ناگزیر ہے اور شہریوں کو چاہیے کہ وہ مشکوک سرگرمیوں کی اطلاع فوری طور پر دیں۔ bbox=[880, 285, 1015, 360]
article-text: گلگت بلتستان میں سیاحت کے فروغ کے لیے جامع منصوبہ بندی کی جا رہی ہے اور اس سلسلے میں مختلف محکموں کے درمیان رابطہ کاری کو مزید مؤثر بنایا جائے گا تاکہ عوام کو بہتر سہولیات فراہم کی جا سکیں۔ bbox=[303, 2344, 437, 2419]
continuation-word: بقیہ bbox=[837, 2059, 870, 2075]
article-text: عدالت نے کیس کی سماعت کے دوران فریقین کے وکلاء کے دلائل سنے اور مزید سماعت آئندہ تاریخ تک ملتوی کر دی۔ عدالت نے متعلقہ حکام سے تفصیلی رپورٹ طلب کر لی ہے۔ bbox=[591, 1726, 726, 1788]
article-text: عدالت نے کیس کی سماعت کے دوران فریقین کے وکلاء کے دلائل سنے اور مزید سماعت آئندہ تاریخ تک ملتوی کر دی۔ عدالت نے متعلقہ حکام سے تفصیلی رپورٹ طلب کر لی ہے۔ bbox=[1025, 480, 1159, 542]
article-text: عدالت نے کیس کی سماعت کے دوران فریقین کے وکلاء کے دلائل سنے اور مزید سماعت آئندہ تاریخ تک ملتوی کر دی۔ عدالت نے متعلقہ حکام سے تفصیلی رپورٹ طلب کر لی ہے۔ bbox=[591, 389, 726, 451]
label-shade-bar bbox=[912, 39, 981, 56]
column-5 bbox=[442, 35, 586, 1951]
label-shade-bar bbox=[768, 787, 837, 803]
continuation-item bbox=[880, 1284, 1015, 1527]
continuation-word: بقیہ bbox=[837, 524, 870, 541]
continuation-number: 36 bbox=[592, 800, 624, 816]
continuation-label bbox=[447, 1572, 582, 1591]
article-text: اس موقع پر مقررین نے کہا کہ امن و امان کے قیام کے لیے پولیس اور عوام کے درمیان تعاون ناگزیر ہے اور شہریوں کو چاہیے کہ وہ مشکوک سرگرمیوں کی اطلاع فوری طور پر دیں۔ bbox=[591, 454, 726, 529]
continuation-word: بقیہ bbox=[548, 1285, 581, 1302]
continuation-label bbox=[736, 1770, 870, 1788]
continuation-item bbox=[736, 2058, 870, 2275]
article-text: تعلیمی اداروں میں داخلہ مہم کا آغاز کر دیا گیا ہے اور والدین سے اپیل کی گئی ہے کہ وہ اپنے بچوں کو سکول میں داخل کروائیں تاکہ شرح خواندگی میں اضافہ ہو سکے۔ bbox=[447, 978, 582, 1040]
continuation-item bbox=[880, 524, 1015, 780]
article-text: اجلاس میں چیف سیکرٹری گلگت بلتستان نے ہدایت جاری کی کہ تمام ترقیاتی منصوبے مقررہ مدت میں مکمل کیے جائیں اور کام کے معیار پر کوئی سمجھوتہ نہ کیا جائے۔ انہوں نے کہا کہ عوامی شکایات کے ازالے کو اولین ترجیح دی جائے۔ bbox=[736, 1308, 870, 1396]
continuation-number: 50 bbox=[303, 563, 335, 580]
label-shade-bar bbox=[190, 275, 259, 292]
article-text: محکمہ صحت کے حکام نے بتایا کہ دور دراز علاقوں میں طبی سہولیات کی فراہمی کے لیے موبائل ہیلتھ یونٹس کام کر رہے ہیں اور ادویات کی فراہمی کو یقینی بنایا جا رہا ہے۔ bbox=[303, 493, 437, 555]
article-text: اس موقع پر مقررین نے کہا کہ امن و امان کے قیام کے لیے پولیس اور عوام کے درمیان تعاون ناگزیر ہے اور شہریوں کو چاہیے کہ وہ مشکوک سرگرمیوں کی اطلاع فوری طور پر دیں۔ bbox=[880, 1622, 1015, 1697]
continuation-label bbox=[157, 1009, 293, 1027]
masthead bbox=[0, 0, 1170, 31]
article-text: اس موقع پر مقررین نے کہا کہ امن و امان کے قیام کے لیے پولیس اور عوام کے درمیان تعاون ناگزیر ہے اور شہریوں کو چاہیے کہ وہ مشکوک سرگرمیوں کی اطلاع فوری طور پر دیں۔ bbox=[303, 62, 437, 137]
article-text: بجلی کی لوڈشیڈنگ کے مسئلے پر غور کرتے ہوئے فیصلہ کیا گیا کہ نئے پاور پراجیکٹس پر کام تیز کیا جائے گا اور موجودہ نظام کی بہتری کے لیے فنڈز جاری کیے جائیں گے۔ bbox=[1025, 1988, 1159, 2050]
continuation-label bbox=[1025, 1310, 1159, 1329]
continuation-item bbox=[591, 537, 726, 793]
article-text: محکمہ صحت کے حکام نے بتایا کہ دور دراز علاقوں میں طبی سہولیات کی فراہمی کے لیے موبائل ہیلتھ یونٹس کام کر رہے ہیں اور ادویات کی فراہمی کو یقینی بنایا جا رہا ہے۔ bbox=[591, 1596, 726, 1658]
continuation-label bbox=[1025, 1074, 1159, 1092]
article-text: گلگت بلتستان میں سیاحت کے فروغ کے لیے جامع منصوبہ بندی کی جا رہی ہے اور اس سلسلے میں مختلف محکموں کے درمیان رابطہ کاری کو مزید مؤثر بنایا جائے گا تاکہ عوام کو بہتر سہولیات فراہم کی جا سکیں۔ bbox=[591, 62, 726, 137]
article-text: محکمہ صحت کے حکام نے بتایا کہ دور دراز علاقوں میں طبی سہولیات کی فراہمی کے لیے موبائل ہیلتھ یونٹس کام کر رہے ہیں اور ادویات کی فراہمی کو یقینی بنایا جا رہا ہے۔ bbox=[591, 231, 726, 293]
continuation-label bbox=[736, 1284, 870, 1303]
article-text: اجلاس میں چیف سیکرٹری گلگت بلتستان نے ہدایت جاری کی کہ تمام ترقیاتی منصوبے مقررہ مدت میں مکمل کیے جائیں اور کام کے معیار پر کوئی سمجھوتہ نہ کیا جائے۔ انہوں نے کہا کہ عوامی شکایات کے ازالے کو اولین ترجیح دی جائے۔ bbox=[303, 2422, 437, 2509]
article-text: اس موقع پر مقررین نے کہا کہ امن و امان کے قیام کے لیے پولیس اور عوام کے درمیان تعاون ناگزیر ہے اور شہریوں کو چاہیے کہ وہ مشکوک سرگرمیوں کی اطلاع فوری طور پر دیں۔ bbox=[303, 716, 437, 791]
continuation-word: بقیہ bbox=[1126, 813, 1159, 829]
article-text: اس موقع پر مقررین نے کہا کہ امن و امان کے قیام کے لیے پولیس اور عوام کے درمیان تعاون ناگزیر ہے اور شہریوں کو چاہیے کہ وہ مشکوک سرگرمیوں کی اطلاع فوری طور پر دیں۔ bbox=[591, 1819, 726, 1894]
article-text: محکمہ صحت کے حکام نے بتایا کہ دور دراز علاقوں میں طبی سہولیات کی فراہمی کے لیے موبائل ہیلتھ یونٹس کام کر رہے ہیں اور ادویات کی فراہمی کو یقینی بنایا جا رہا ہے۔ bbox=[880, 716, 1015, 778]
label-shade-bar bbox=[624, 800, 692, 816]
article-text: تعلیمی اداروں میں داخلہ مہم کا آغاز کر دیا گیا ہے اور والدین سے اپیل کی گئی ہے کہ وہ اپنے بچوں کو سکول میں داخل کروائیں تاکہ شرح خواندگی میں اضافہ ہو سکے۔ bbox=[447, 1661, 582, 1723]
article-text: آج کا نوجوان گلگت بلتستان کے عوام کی ترقی و خوشحالی کے لیے اپنی صلاحیتوں کو بروئے کار لا رہا ہے اور وزیر اعلیٰ گلگت بلتستان نے اس موقع پر کہا کہ حکومت صوبے کے تمام اضلاع میں یکساں ترقی کو یقینی بنائے گی۔ bbox=[1025, 716, 1159, 804]
continuation-word: بقیہ bbox=[837, 1285, 870, 1302]
continuation-word: بقیہ bbox=[692, 301, 725, 318]
article-text: آج کا نوجوان گلگت بلتستان کے عوام کی ترقی و خوشحالی کے لیے اپنی صلاحیتوں کو بروئے کار لا رہا ہے اور وزیر اعلیٰ گلگت بلتستان نے اس موقع پر کہا کہ حکومت صوبے کے تمام اضلاع میں یکساں ترقی کو یقینی بنائے گی۔ bbox=[447, 625, 582, 713]
label-shade-bar bbox=[1057, 1573, 1126, 1590]
continuation-item bbox=[447, 1284, 582, 1566]
continuation-number: 12 bbox=[881, 39, 912, 56]
continuation-label bbox=[447, 300, 582, 319]
article-text: گلگت بلتستان میں سیاحت کے فروغ کے لیے جامع منصوبہ بندی کی جا رہی ہے اور اس سلسلے میں مختلف محکموں کے درمیان رابطہ کاری کو مزید مؤثر بنایا جائے گا تاکہ عوام کو بہتر سہولیات فراہم کی جا سکیں۔ bbox=[157, 1111, 293, 1186]
continuation-label bbox=[157, 274, 293, 293]
article-text: گلگت بلتستان میں سیاحت کے فروغ کے لیے جامع منصوبہ بندی کی جا رہی ہے اور اس سلسلے میں مختلف محکموں کے درمیان رابطہ کاری کو مزید مؤثر بنایا جائے گا تاکہ عوام کو بہتر سہولیات فراہم کی جا سکیں۔ bbox=[1025, 1490, 1159, 1565]
article-text: بجلی کی لوڈشیڈنگ کے مسئلے پر غور کرتے ہوئے فیصلہ کیا گیا کہ نئے پاور پراجیکٹس پر کام تیز کیا جائے گا اور موجودہ نظام کی بہتری کے لیے فنڈز جاری کیے جائیں گے۔ bbox=[591, 1215, 726, 1277]
continuation-item bbox=[157, 773, 293, 1003]
article-text: گلگت بلتستان میں سیاحت کے فروغ کے لیے جامع منصوبہ بندی کی جا رہی ہے اور اس سلسلے میں مختلف محکموں کے درمیان رابطہ کاری کو مزید مؤثر بنایا جائے گا تاکہ عوام کو بہتر سہولیات فراہم کی جا سکیں۔ bbox=[303, 978, 437, 1053]
